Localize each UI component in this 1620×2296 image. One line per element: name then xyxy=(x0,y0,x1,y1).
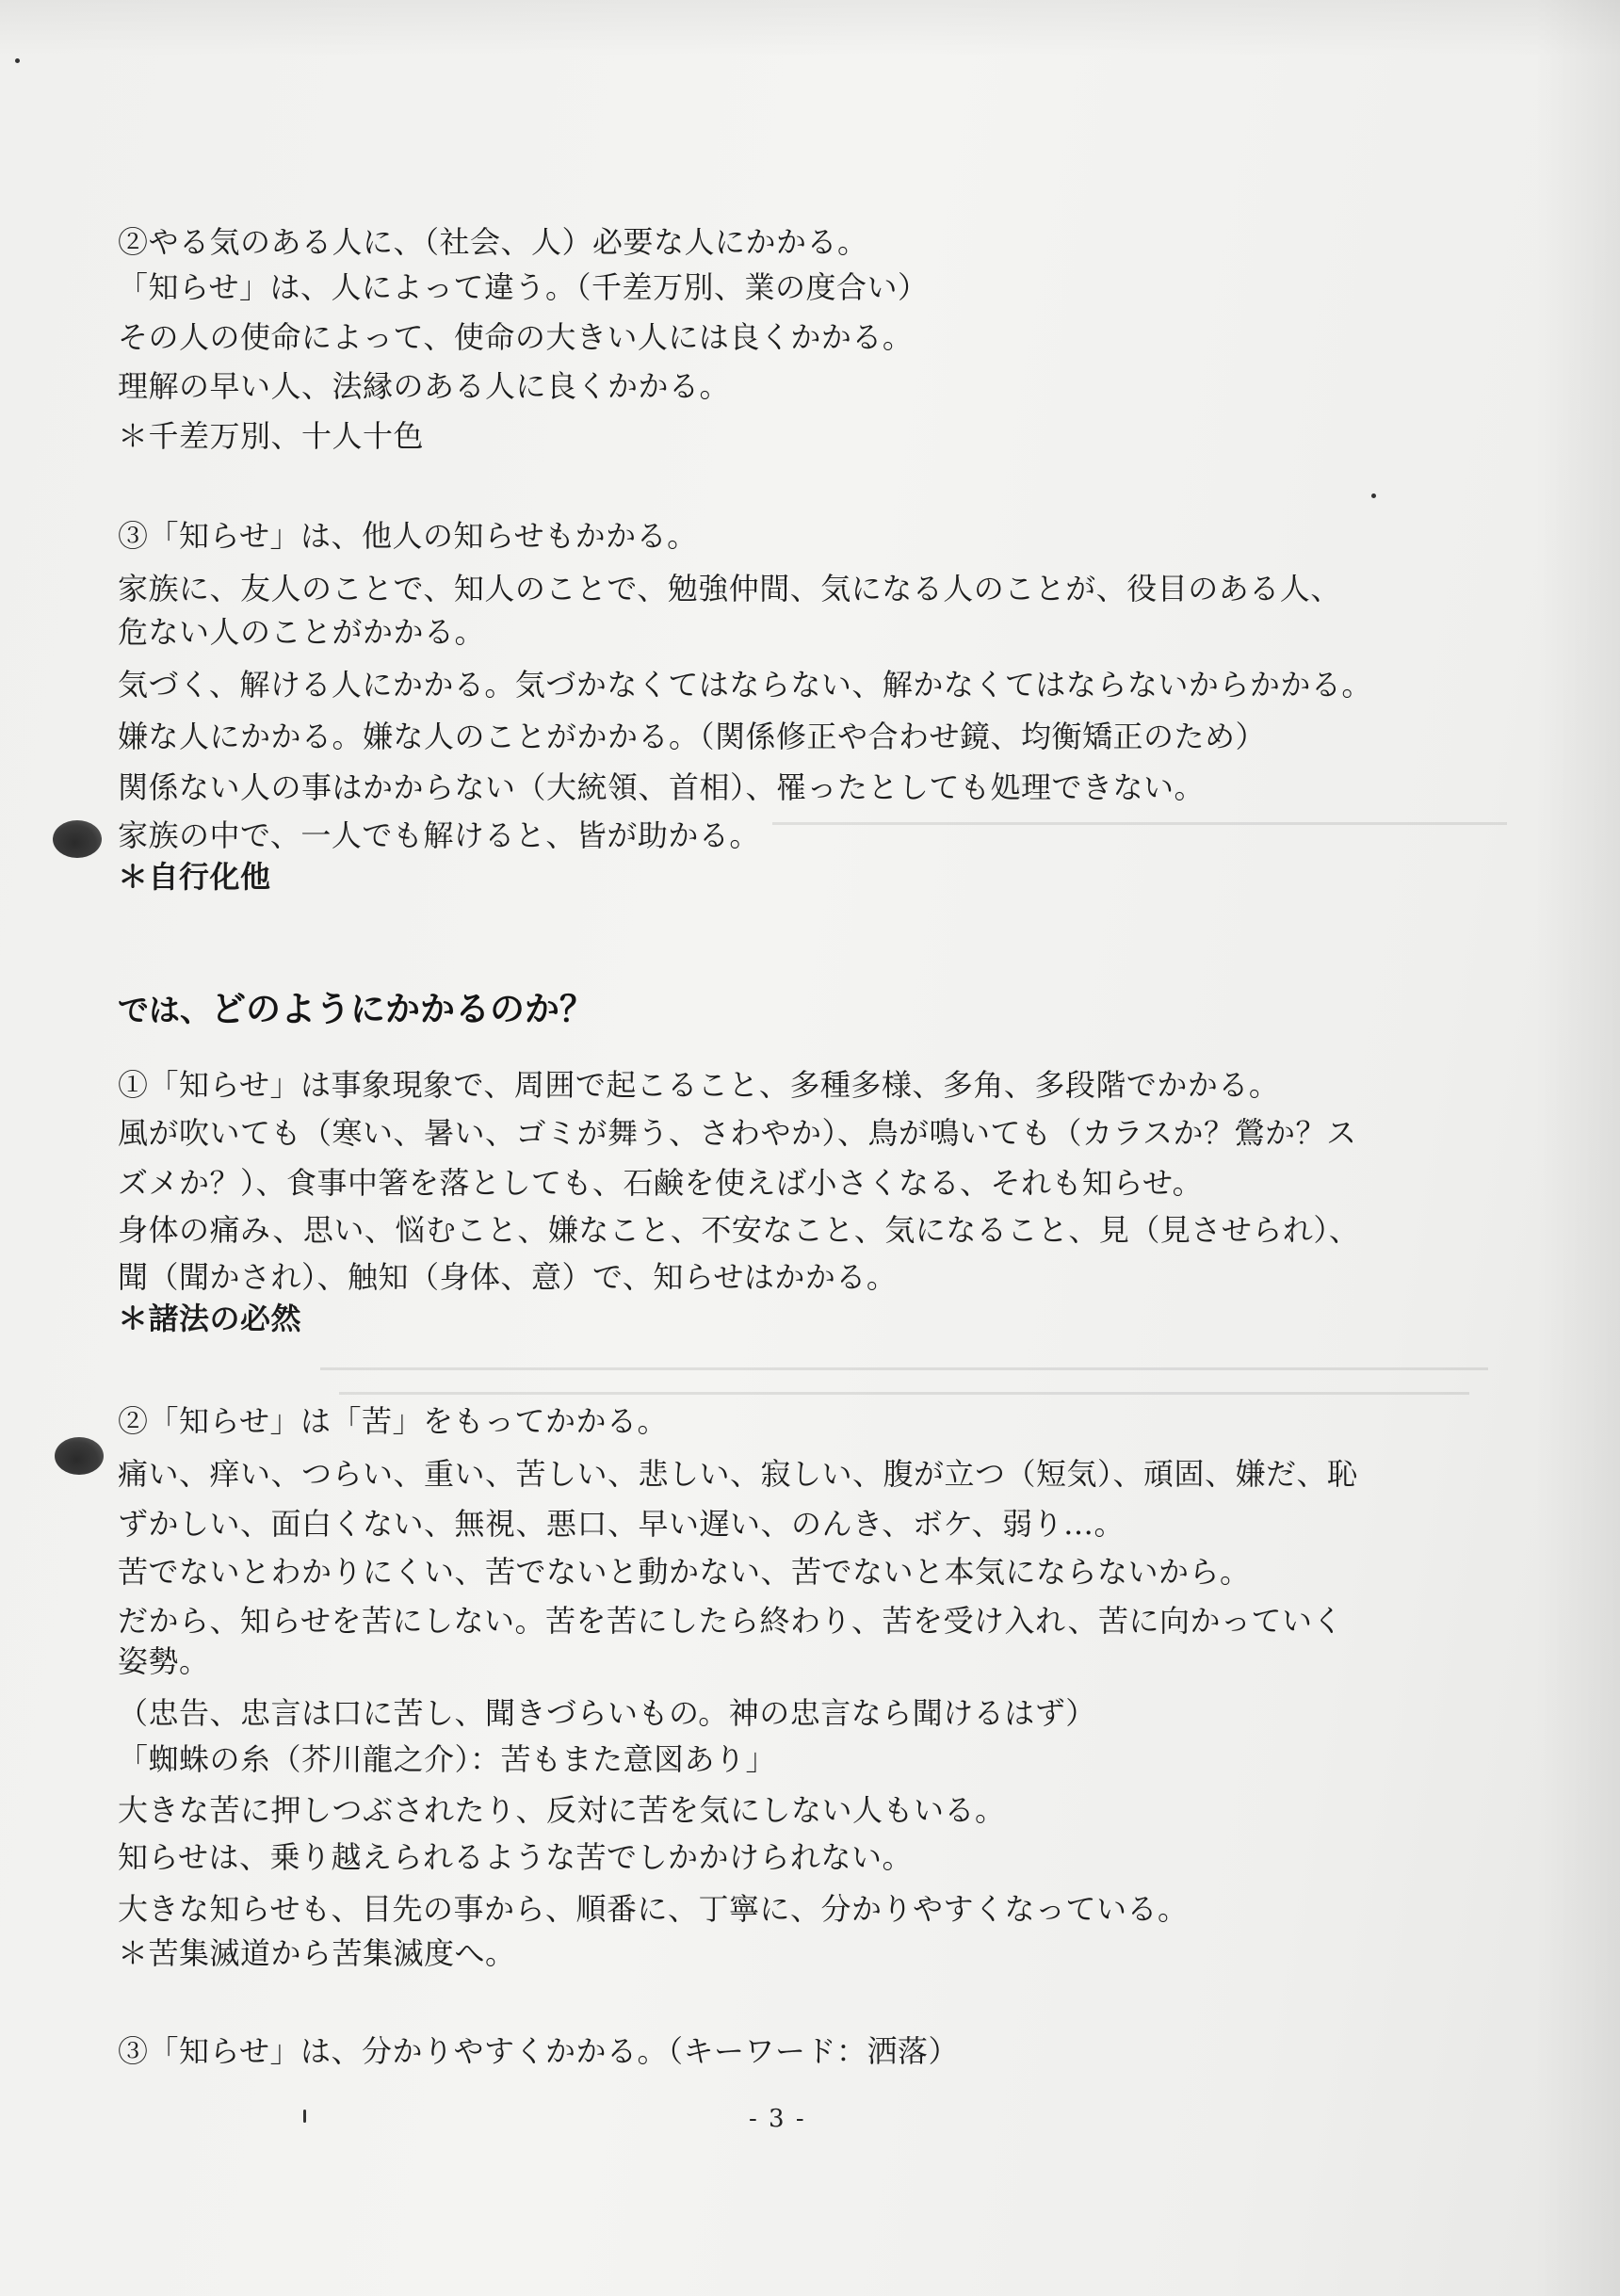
text-line: ＊諸法の必然 xyxy=(118,1301,302,1336)
text-line: ＊千差万別、十人十色 xyxy=(118,418,425,454)
text-line: 理解の早い人、法縁のある人に良くかかる。 xyxy=(118,368,731,404)
text-line: 風が吹いても（寒い、暑い、ゴミが舞う、さわやか）、鳥が鳴いても（カラスか？鶯か？ス xyxy=(118,1115,1357,1151)
text-line: 苦でないとわかりにくい、苦でないと動かない、苦でないと本気にならないから。 xyxy=(118,1554,1251,1590)
text-line: 姿勢。 xyxy=(118,1643,210,1679)
text-line: 大きな苦に押しつぶされたり、反対に苦を気にしない人もいる。 xyxy=(118,1792,1006,1828)
section-heading-prefix: では、 xyxy=(118,992,211,1028)
text-line: 身体の痛み、思い、悩むこと、嫌なこと、不安なこと、気になること、見（見させられ）、 xyxy=(118,1212,1360,1248)
paper-edge-shadow xyxy=(1535,0,1620,2296)
section-heading xyxy=(118,987,594,1035)
text-line: ③「知らせ」は、他人の知らせもかかる。 xyxy=(118,518,698,554)
text-line: 知らせは、乗り越えられるような苦でしかかけられない。 xyxy=(118,1839,914,1875)
page-number: - 3 - xyxy=(749,2105,806,2133)
punch-hole xyxy=(55,1437,104,1475)
text-line: 家族に、友人のことで、知人のことで、勉強仲間、気になる人のことが、役目のある人、 xyxy=(118,571,1341,606)
paper-speck xyxy=(1371,493,1376,498)
text-line: ②やる気のある人に、（社会、人）必要な人にかかる。 xyxy=(118,224,868,260)
paper-scuff xyxy=(772,822,1507,825)
punch-hole xyxy=(53,820,102,858)
paper-speck xyxy=(15,58,20,63)
text-line: ＊自行化他 xyxy=(118,859,271,895)
paper-scuff xyxy=(339,1392,1469,1395)
paper-top-shadow xyxy=(0,0,1620,57)
text-line: 聞（聞かされ）、触知（身体、意）で、知らせはかかる。 xyxy=(118,1259,898,1295)
text-line: ずかしい、面白くない、無視、悪口、早い遅い、のんき、ボケ、弱り…。 xyxy=(118,1506,1125,1542)
text-line: 関係ない人の事はかからない（大統領、首相）、罹ったとしても処理できない。 xyxy=(118,769,1206,805)
text-line: 気づく、解ける人にかかる。気づかなくてはならない、解かなくてはならないからかかる。 xyxy=(118,667,1372,703)
text-line: 家族の中で、一人でも解けると、皆が助かる。 xyxy=(118,817,760,853)
text-line: 痛い、痒い、つらい、重い、苦しい、悲しい、寂しい、腹が立つ（短気）、頑固、嫌だ、恥 xyxy=(118,1456,1358,1492)
text-line: ③「知らせ」は、分かりやすくかかる。（キーワード：洒落） xyxy=(118,2033,960,2069)
text-line: 嫌な人にかかる。嫌な人のことがかかる。（関係修正や合わせ鏡、均衡矯正のため） xyxy=(118,719,1267,754)
text-line: 「知らせ」は、人によって違う。（千差万別、業の度合い） xyxy=(118,269,929,305)
text-line: だから、知らせを苦にしない。苦を苦にしたら終わり、苦を受け入れ、苦に向かっていく xyxy=(118,1603,1343,1639)
text-line: ズメか？）、食事中箸を落としても、石鹸を使えば小さくなる、それも知らせ。 xyxy=(118,1165,1204,1201)
text-line: 「蜘蛛の糸（芥川龍之介）：苦もまた意図あり」 xyxy=(118,1741,777,1777)
text-line: ①「知らせ」は事象現象で、周囲で起こること、多種多様、多角、多段階でかかる。 xyxy=(118,1067,1280,1103)
section-heading-main: どのようにかかるのか？ xyxy=(211,988,594,1029)
text-line: 大きな知らせも、目先の事から、順番に、丁寧に、分かりやすくなっている。 xyxy=(118,1891,1189,1927)
text-line: （忠告、忠言は口に苦し、聞きづらいもの。神の忠言なら聞けるはず） xyxy=(118,1695,1096,1731)
text-line: その人の使命によって、使命の大きい人には良くかかる。 xyxy=(118,319,914,355)
paper-speck xyxy=(303,2110,306,2123)
text-line: ②「知らせ」は「苦」をもってかかる。 xyxy=(118,1403,669,1439)
text-line: ＊苦集滅道から苦集滅度へ。 xyxy=(118,1935,516,1971)
text-line: 危ない人のことがかかる。 xyxy=(118,614,486,650)
paper-scuff xyxy=(320,1367,1488,1370)
